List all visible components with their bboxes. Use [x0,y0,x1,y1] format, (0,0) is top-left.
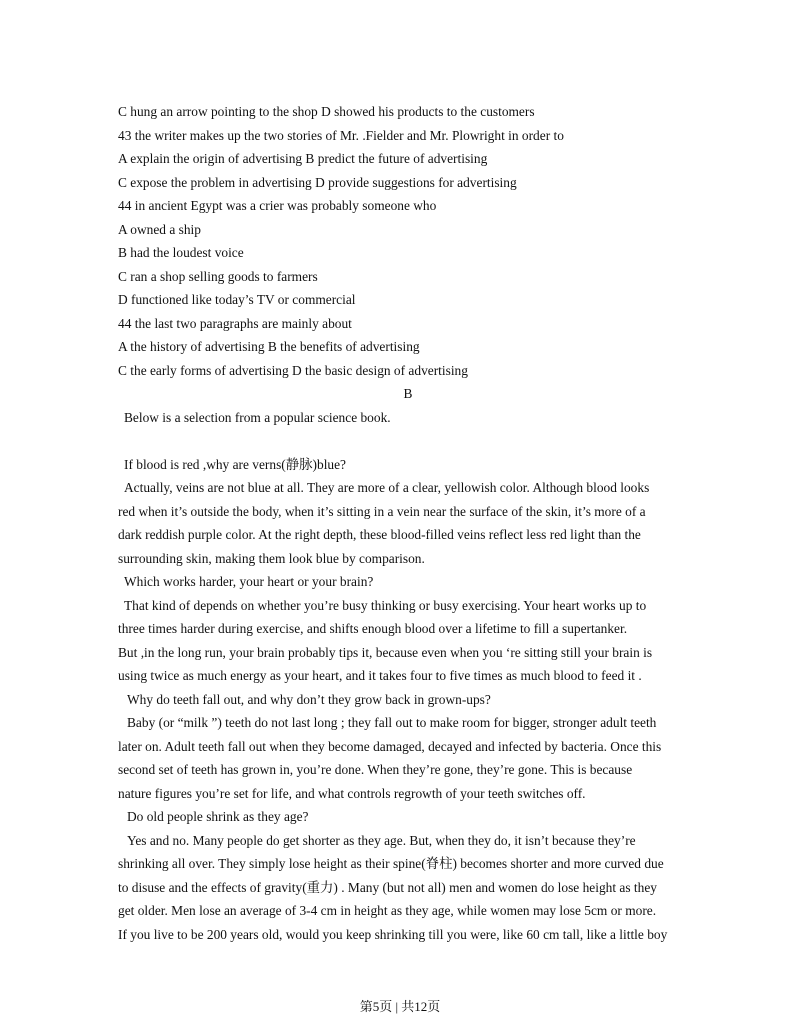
passage-paragraph: surrounding skin, making them look blue by comparison. [118,550,425,566]
passage-question-3: Why do teeth fall out, and why don’t they grow back in grown-ups? [127,691,491,707]
passage-paragraph: to disuse and the effects of gravity(重力) . Many (but not all) men and women do lose height as they [118,879,657,895]
option-line: A explain the origin of advertising B predict the future of advertising [118,151,488,166]
blank-gap [118,429,688,453]
passage-paragraph: get older. Men lose an average of 3-4 cm in height as they age, while women may lose 5cm or more. [118,903,657,918]
option-line: A the history of advertising B the benefits of advertising [118,339,420,354]
option-line: B had the loudest voice [118,245,244,260]
document-body [118,100,688,946]
option-line: D functioned like today’s TV or commercial [118,292,356,307]
passage-paragraph: three times harder during exercise, and shifts enough blood over a lifetime to fill a supertanker. [118,621,628,636]
question-44b: 44 the last two paragraphs are mainly about [118,315,352,331]
passage-paragraph: Baby (or “milk ”) teeth do not last long ; they fall out to make room for bigger, stronger adult teeth [127,715,657,730]
option-line: C ran a shop selling goods to farmers [118,268,318,284]
section-heading-b: B [403,386,413,401]
passage-paragraph: dark reddish purple color. At the right depth, these blood-filled veins reflect less red light than the [118,527,641,542]
passage-paragraph: nature figures you’re set for life, and what controls regrowth of your teeth switches off. [118,785,586,801]
passage-paragraph: later on. Adult teeth fall out when they become damaged, decayed and infected by bacteria. Once this [118,738,662,754]
question-44: 44 in ancient Egypt was a crier was probably someone who [118,198,437,213]
passage-paragraph: That kind of depends on whether you’re busy thinking or busy exercising. Your heart works up to [124,597,647,613]
question-43: 43 the writer makes up the two stories of Mr. .Fielder and Mr. Plowright in order to [118,127,564,143]
passage-paragraph: Yes and no. Many people do get shorter as they age. But, when they do, it isn’t because they’re [127,832,636,848]
passage-paragraph: shrinking all over. They simply lose height as their spine(脊柱) becomes shorter and more curved due [118,856,664,871]
passage-paragraph: red when it’s outside the body, when it’s sitting in a vein near the surface of the skin, it’s more of a [118,503,646,519]
option-line: C the early forms of advertising D the basic design of advertising [118,362,468,378]
page-footer: 第5页 | 共12页 [359,999,441,1014]
passage-paragraph: If you live to be 200 years old, would you keep shrinking till you were, like 60 cm tall, like a little boy [118,926,668,942]
passage-paragraph: Actually, veins are not blue at all. They are more of a clear, yellowish color. Although blood looks [124,480,650,495]
passage-question-1: If blood is red ,why are verns(静脉)blue? [124,456,346,472]
passage-question-4: Do old people shrink as they age? [127,809,309,824]
passage-paragraph: using twice as much energy as your heart, and it takes four to five times as much blood to feed it . [118,668,642,683]
option-line: C hung an arrow pointing to the shop D showed his products to the customers [118,104,535,119]
option-line: C expose the problem in advertising D provide suggestions for advertising [118,174,517,190]
passage-paragraph: But ,in the long run, your brain probably tips it, because even when you ‘re sitting still your brain is [118,644,653,660]
passage-paragraph: second set of teeth has grown in, you’re done. When they’re gone, they’re gone. This is because [118,762,633,777]
option-line: A owned a ship [118,221,201,237]
passage-intro: Below is a selection from a popular science book. [124,409,391,425]
passage-question-2: Which works harder, your heart or your brain? [124,574,374,589]
